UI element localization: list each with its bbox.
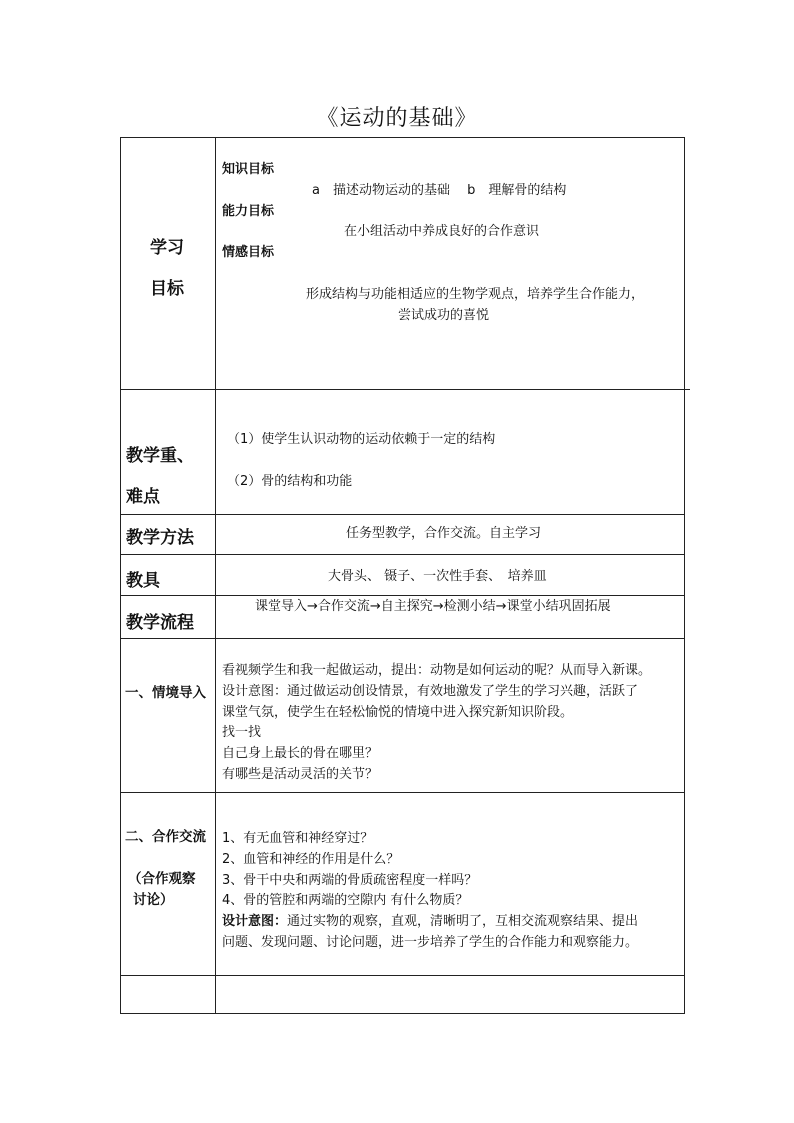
row-divider-section2 xyxy=(120,975,685,976)
keypoints-label-line2: 难点 xyxy=(126,487,160,507)
section1-line: 有哪些是活动灵活的关节？ xyxy=(222,767,379,782)
section2-intent-line1 xyxy=(222,912,638,932)
row-divider-goals xyxy=(120,389,690,390)
ability-goal-label: 能力目标 xyxy=(222,204,275,219)
section2-intent-label: 设计意图： xyxy=(222,914,288,929)
tools-text: 大骨头、 镊子、一次性手套、 培养皿 xyxy=(328,569,547,584)
row-divider-flow xyxy=(120,638,685,639)
table-border-top xyxy=(120,137,685,138)
emotion-goal-line1: 形成结构与功能相适应的生物学观点，培养学生合作能力， xyxy=(306,287,645,302)
method-text: 任务型教学，合作交流。自主学习 xyxy=(346,526,542,541)
section2-question: 3、骨干中央和两端的骨质疏密程度一样吗？ xyxy=(222,873,478,888)
table-border-left xyxy=(120,137,121,1014)
section2-intent-line2: 问题、发现问题、讨论问题，进一步培养了学生的合作能力和观察能力。 xyxy=(222,935,639,950)
row-divider-tools xyxy=(120,595,685,596)
section2-question: 2、血管和神经的作用是什么？ xyxy=(222,852,400,867)
section1-label: 一、情境导入 xyxy=(125,685,206,701)
row-divider-method xyxy=(120,554,685,555)
method-label: 教学方法 xyxy=(126,528,194,548)
table-border-right xyxy=(684,137,685,1014)
row-divider-keypoints xyxy=(120,514,685,515)
tools-label: 教具 xyxy=(126,571,160,591)
knowledge-goal-text: a 描述动物运动的基础 b 理解骨的结构 xyxy=(312,183,567,198)
table-column-divider xyxy=(215,137,216,1014)
goals-label-line2: 目标 xyxy=(150,279,184,299)
emotion-goal-label: 情感目标 xyxy=(222,245,275,260)
table-border-bottom xyxy=(120,1013,685,1014)
row-divider-section1 xyxy=(120,792,685,793)
keypoint-item-2: （2）骨的结构和功能 xyxy=(227,474,353,489)
goals-label-line1: 学习 xyxy=(150,238,184,258)
emotion-goal-line2: 尝试成功的喜悦 xyxy=(398,308,490,323)
section2-intent-text: 通过实物的观察，直观，清晰明了，互相交流观察结果、提出 xyxy=(287,914,639,929)
section2-question: 1、有无血管和神经穿过？ xyxy=(222,831,374,846)
keypoints-label-line1: 教学重、 xyxy=(126,446,194,466)
knowledge-goal-label: 知识目标 xyxy=(222,162,275,177)
section2-label: 二、合作交流 xyxy=(125,829,206,845)
keypoint-item-1: （1）使学生认识动物的运动依赖于一定的结构 xyxy=(227,432,496,447)
ability-goal-text: 在小组活动中养成良好的合作意识 xyxy=(344,224,540,239)
section1-line: 看视频学生和我一起做运动，提出：动物是如何运动的呢？从而导入新课。 xyxy=(222,663,652,678)
section1-line: 找一找 xyxy=(222,725,262,740)
section1-line: 设计意图：通过做运动创设情景，有效地激发了学生的学习兴趣，活跃了 xyxy=(222,684,639,699)
section2-question: 4、骨的管腔和两端的空隙内 有什么物质？ xyxy=(222,893,469,908)
section1-line: 自己身上最长的骨在哪里？ xyxy=(222,746,379,761)
section2-sublabel-line2: 讨论） xyxy=(133,892,174,908)
section2-sublabel-line1: （合作观察 xyxy=(128,871,196,887)
document-title: 《运动的基础》 xyxy=(316,106,478,131)
flow-label: 教学流程 xyxy=(126,613,194,633)
flow-text: 课堂导入→合作交流→自主探究→检测小结→课堂小结巩固拓展 xyxy=(255,599,611,614)
section1-line: 课堂气氛，使学生在轻松愉悦的情境中进入探究新知识阶段。 xyxy=(222,705,574,720)
